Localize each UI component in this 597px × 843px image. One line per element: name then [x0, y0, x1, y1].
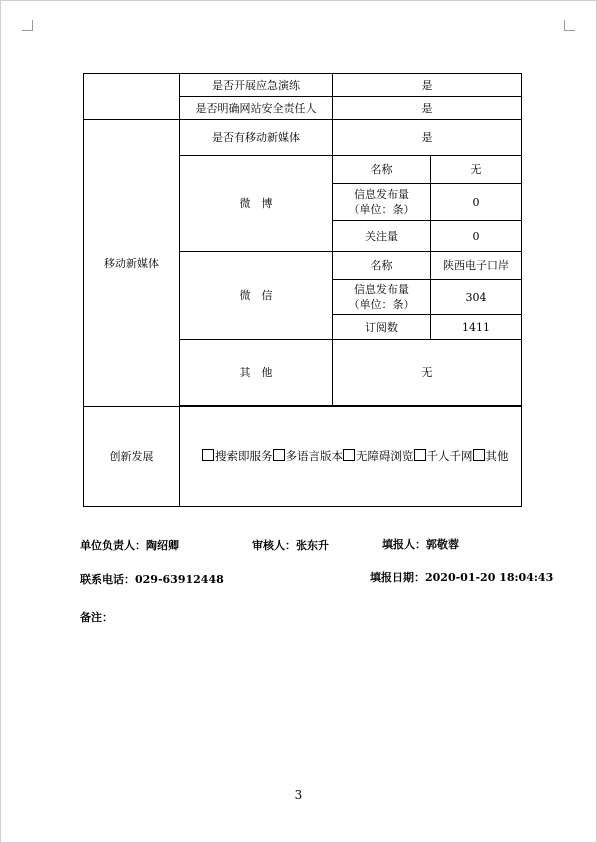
checkbox-icon[interactable] — [473, 449, 485, 461]
fill-date: 填报日期：2020-01-20 18:04:43 — [370, 571, 554, 584]
crop-mark-top-left — [22, 20, 33, 31]
innovation-option-label: 多语言版本 — [285, 449, 343, 463]
innovation-option-label: 千人千网 — [426, 449, 473, 463]
report-table — [83, 73, 522, 507]
innovation-option-label: 无障碍浏览 — [356, 449, 414, 463]
other-media-label: 其 他 — [180, 340, 333, 406]
contact-phone: 联系电话：029-63912448 — [80, 573, 224, 586]
drill-question: 是否开展应急演练 — [180, 74, 333, 97]
security-answer: 是 — [333, 97, 522, 120]
wechat-subs-label: 订阅数 — [333, 315, 431, 340]
weibo-follow-value: 0 — [431, 221, 522, 252]
weibo-label: 微 博 — [180, 156, 333, 252]
innovation-option-label: 其他 — [485, 449, 509, 463]
remarks-label: 备注： — [80, 611, 113, 624]
innovation-option[interactable] — [343, 449, 414, 463]
security-question: 是否明确网站安全责任人 — [180, 97, 333, 120]
checkbox-icon[interactable] — [414, 449, 426, 461]
weibo-name-value: 无 — [431, 156, 522, 184]
unit-head: 单位负责人：陶绍卿 — [80, 539, 179, 552]
innovation-option[interactable] — [273, 449, 344, 463]
wechat-posts-label-line2: （单位：条） — [348, 298, 415, 311]
innovation-option-label: 搜索即服务 — [215, 449, 273, 463]
innovation-option[interactable] — [202, 449, 273, 463]
mobile-media-answer: 是 — [333, 120, 522, 156]
wechat-name-value: 陕西电子口岸 — [431, 252, 522, 280]
weibo-posts-label-line2: （单位：条） — [348, 203, 415, 216]
weibo-follow-label: 关注量 — [333, 221, 431, 252]
filler: 填报人：郭敬蓉 — [382, 538, 459, 551]
crop-mark-top-right — [564, 20, 575, 31]
wechat-posts-label — [333, 280, 431, 315]
weibo-posts-label-line1: 信息发布量 — [354, 188, 409, 201]
wechat-posts-label-line1: 信息发布量 — [354, 283, 409, 296]
innovation-option[interactable] — [414, 449, 473, 463]
wechat-name-label: 名称 — [333, 252, 431, 280]
innovation-options — [180, 407, 522, 507]
reviewer: 审核人：张东升 — [252, 539, 329, 552]
checkbox-icon[interactable] — [202, 449, 214, 461]
wechat-posts-value: 304 — [431, 280, 522, 315]
blank-section-cell — [84, 74, 180, 120]
checkbox-icon[interactable] — [343, 449, 355, 461]
weibo-posts-label — [333, 184, 431, 221]
mobile-media-section-label: 移动新媒体 — [84, 120, 180, 407]
wechat-subs-value: 1411 — [431, 315, 522, 340]
other-media-value: 无 — [333, 340, 522, 406]
drill-answer: 是 — [333, 74, 522, 97]
innovation-option[interactable] — [473, 449, 509, 463]
page-number: 3 — [294, 788, 303, 802]
innovation-section-label: 创新发展 — [84, 407, 180, 507]
weibo-name-label: 名称 — [333, 156, 431, 184]
mobile-media-question: 是否有移动新媒体 — [180, 120, 333, 156]
checkbox-icon[interactable] — [273, 449, 285, 461]
wechat-label: 微 信 — [180, 252, 333, 340]
weibo-posts-value: 0 — [431, 184, 522, 221]
